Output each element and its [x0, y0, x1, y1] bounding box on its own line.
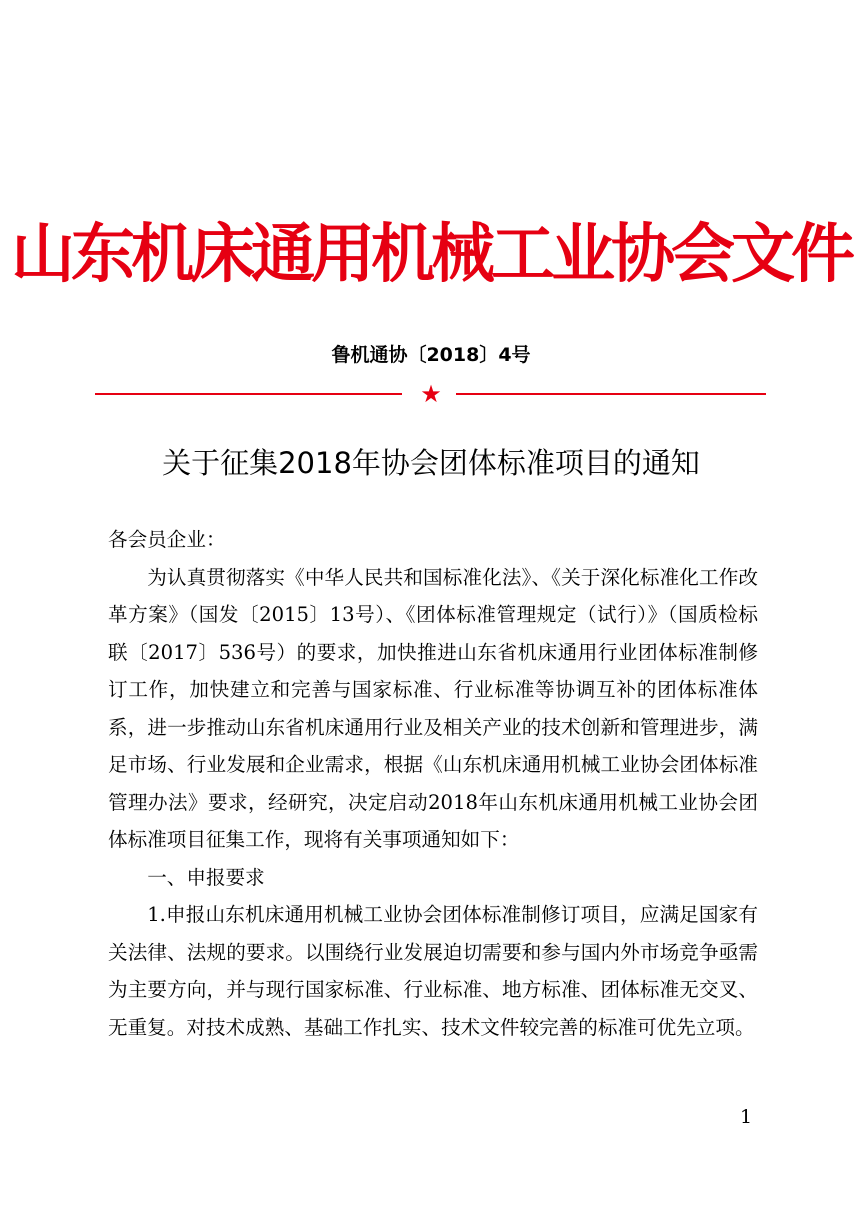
- requirement-item: 1.申报山东机床通用机械工业协会团体标准制修订项目，应满足国家有关法律、法规的要求。以围绕行业发展迫切需要和参与国内外市场竞争亟需为主要方向，并与现行国家标准、行业标准、地方标准、团体标准无交叉、无重复。对技术成熟、基础工作扎实、技术文件较完善的标准可优先立项。: [108, 903, 758, 1039]
- star-icon: ★: [420, 380, 442, 408]
- notice-title: 关于征集2018年协会团体标准项目的通知: [162, 446, 700, 480]
- letterhead-title: 山东机床通用机械工业协会文件: [11, 218, 851, 292]
- salutation: 各会员企业：: [108, 528, 226, 551]
- document-number: 鲁机通协〔2018〕4号: [331, 344, 531, 366]
- intro-paragraph: 为认真贯彻落实《中华人民共和国标准化法》、《关于深化标准化工作改革方案》（国发〔2015〕13号）、《团体标准管理规定（试行）》（国质检标联〔2017〕536号）的要求，加快推进山东省机床通用行业团体标准制修订工作，加快建立和完善与国家标准、行业标准等协调互补的团体标准体系，进一步推动山东省机床通用行业及相关产业的技术创新和管理进步，满足市场、行业发展和企业需求，根据《山东机床通用机械工业协会团体标准管理办法》要求，经研究，决定启动2018年山东机床通用机械工业协会团体标准项目征集工作，现将有关事项通知如下：: [108, 565, 758, 851]
- separator-line-left: [95, 393, 402, 395]
- document-body: [108, 521, 758, 1046]
- section-heading: 一、申报要求: [147, 865, 265, 889]
- separator-line-right: [456, 393, 766, 395]
- page-number: 1: [740, 1106, 753, 1128]
